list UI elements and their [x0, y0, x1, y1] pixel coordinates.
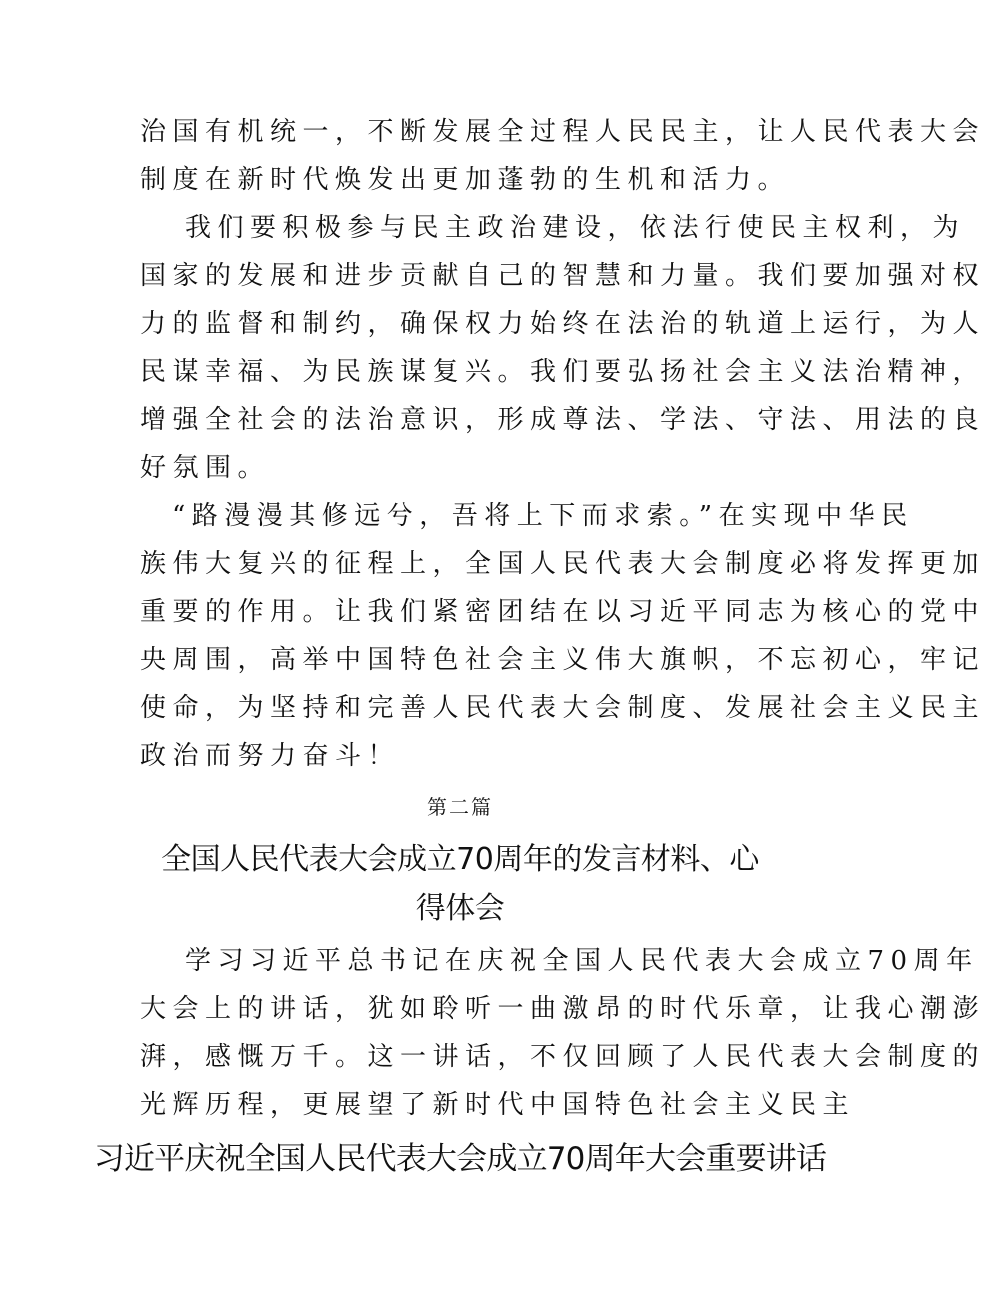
text-line: 治国有机统一，不断发展全过程人民民主，让人民代表大会 [140, 117, 985, 147]
text-line: 学习习近平总书记在庆祝全国人民代表大会成立70周年 [185, 946, 979, 976]
text-line: 使命，为坚持和完善人民代表大会制度、发展社会主义民主 [140, 693, 985, 723]
footer-banner: 习近平庆祝全国人民代表大会成立70周年大会重要讲话 [93, 1141, 827, 1177]
text-line: 制度在新时代焕发出更加蓬勃的生机和活力。 [140, 165, 791, 195]
section-label: 第二篇 [427, 795, 493, 819]
text-line: 力的监督和制约，确保权力始终在法治的轨道上运行，为人 [140, 309, 985, 339]
section-title-line-2: 得体会 [415, 891, 505, 926]
text-line: 大会上的讲话，犹如聆听一曲激昂的时代乐章，让我心潮澎 [140, 994, 985, 1024]
text-line: 我们要积极参与民主政治建设，依法行使民主权利，为 [185, 213, 966, 243]
text-line: 好氛围。 [140, 453, 271, 483]
text-line: 湃，感慨万千。这一讲话，不仅回顾了人民代表大会制度的 [140, 1042, 985, 1072]
text-line: 重要的作用。让我们紧密团结在以习近平同志为核心的党中 [140, 597, 985, 627]
text-line: 增强全社会的法治意识，形成尊法、学法、守法、用法的良 [140, 405, 985, 435]
text-line: 民谋幸福、为民族谋复兴。我们要弘扬社会主义法治精神， [140, 357, 985, 387]
text-line: 国家的发展和进步贡献自己的智慧和力量。我们要加强对权 [140, 261, 985, 291]
section-title-line-1: 全国人民代表大会成立70周年的发言材料、心 [161, 842, 759, 877]
text-line: “路漫漫其修远兮，吾将上下而求索。”在实现中华民 [172, 501, 914, 531]
text-line: 光辉历程，更展望了新时代中国特色社会主义民主 [140, 1090, 856, 1120]
text-line: 政治而努力奋斗！ [140, 741, 401, 771]
text-line: 央周围，高举中国特色社会主义伟大旗帜，不忘初心，牢记 [140, 645, 985, 675]
text-line: 族伟大复兴的征程上，全国人民代表大会制度必将发挥更加 [140, 549, 985, 579]
